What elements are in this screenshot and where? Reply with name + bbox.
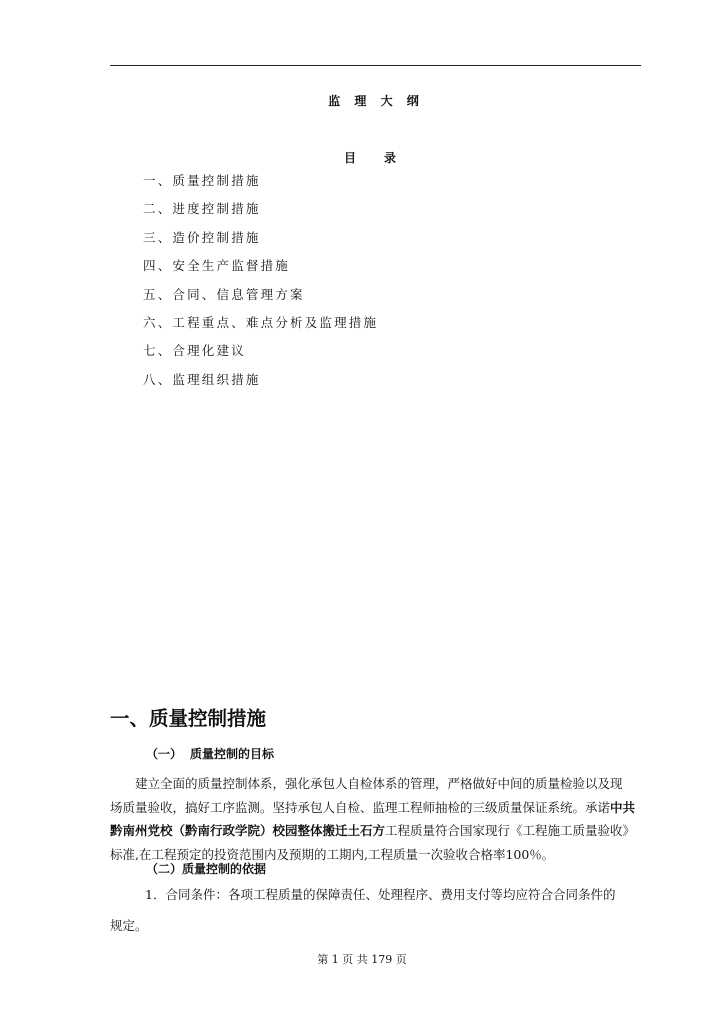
toc-item: 六、工程重点、难点分析及监理措施 (143, 314, 379, 330)
paragraph-line: 标准,在工程预定的投资范围内及预期的工期内,工程质量一次验收合格率100％。 (110, 846, 555, 862)
subsection-heading: （二）质量控制的依据 (146, 862, 267, 876)
header-rule (110, 65, 641, 66)
document-title: 监 理 大 纲 (328, 94, 424, 108)
toc-heading-left: 目 (344, 151, 357, 165)
table-of-contents (143, 171, 378, 398)
toc-heading-right: 录 (384, 151, 397, 165)
paragraph-line: 建立全面的质量控制体系，强化承包人自检体系的管理，严格做好中间的质量检验以及现 (135, 776, 623, 791)
toc-item: 八、监理组织措施 (143, 371, 261, 387)
project-name-bold: 中共 (610, 799, 636, 815)
paragraph-text: 场质量验收，搞好工序监测。坚持承包人自检、监理工程师抽检的三级质量保证系统。承诺 (110, 799, 611, 815)
subsection-number: （一） (146, 747, 183, 761)
toc-heading (344, 149, 396, 166)
section-heading: 一、质量控制措施 (110, 707, 267, 730)
body-paragraph (110, 883, 642, 937)
toc-item: 一、质量控制措施 (143, 173, 261, 188)
subsection-title: 质量控制的目标 (190, 747, 275, 761)
toc-item: 四、安全生产监督措施 (143, 258, 291, 274)
toc-item: 二、进度控制措施 (143, 201, 261, 217)
page-footer: 第 1 页 共 179 页 (317, 953, 407, 966)
paragraph-line: 规定。 (110, 917, 148, 933)
subsection-heading (146, 745, 274, 762)
paragraph-text: 工程质量符合国家现行《工程施工质量验收》 (385, 823, 636, 838)
paragraph-line (110, 796, 642, 820)
toc-item: 七、合理化建议 (143, 343, 246, 359)
body-paragraph (110, 772, 642, 866)
project-name-bold: 黔南州党校（黔南行政学院）校园整体搬迁土石方 (110, 823, 386, 838)
paragraph-line (110, 819, 642, 843)
paragraph-line: 1．合同条件：各项工程质量的保障责任、处理程序、费用支付等均应符合合同条件的 (145, 887, 616, 902)
toc-item: 五、合同、信息管理方案 (143, 286, 305, 302)
toc-item: 三、造价控制措施 (143, 229, 261, 245)
